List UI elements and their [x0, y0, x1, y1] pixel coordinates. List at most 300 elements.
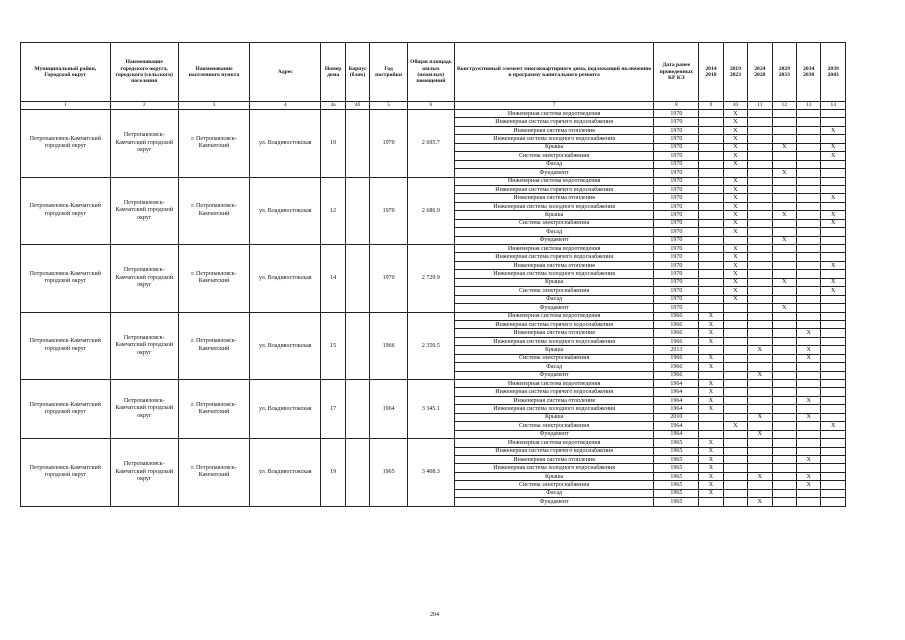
period-mark-cell: [772, 439, 796, 447]
header-district: Муниципальный район, Городской округ: [21, 43, 111, 102]
period-mark-cell: [748, 304, 772, 312]
prev-repair-date-cell: 1964: [654, 380, 699, 388]
prev-repair-date-cell: 1965: [654, 447, 699, 455]
period-mark-cell: [772, 160, 796, 168]
element-name-cell: Инженерная система отопления: [454, 126, 654, 134]
period-mark-cell: X: [821, 126, 846, 134]
period-mark-cell: [699, 169, 723, 177]
period-mark-cell: X: [723, 211, 747, 219]
element-name-cell: Крыша: [454, 346, 654, 354]
period-mark-cell: [821, 160, 846, 168]
period-mark-cell: [699, 228, 723, 236]
element-name-cell: Инженерная система отопления: [454, 455, 654, 463]
period-mark-cell: X: [699, 396, 723, 404]
prev-repair-date-cell: 1970: [654, 287, 699, 295]
period-mark-cell: X: [723, 185, 747, 193]
period-mark-cell: [772, 185, 796, 193]
prev-repair-date-cell: 1965: [654, 498, 699, 506]
prev-repair-date-cell: 1970: [654, 202, 699, 210]
period-mark-cell: [821, 430, 846, 438]
area-cell: 2 350.5: [407, 312, 454, 380]
period-mark-cell: X: [772, 278, 796, 286]
period-mark-cell: [821, 413, 846, 421]
period-mark-cell: X: [821, 211, 846, 219]
period-mark-cell: X: [772, 211, 796, 219]
area-cell: 2 729.9: [407, 245, 454, 313]
prev-repair-date-cell: 1970: [654, 304, 699, 312]
period-mark-cell: [772, 219, 796, 227]
period-mark-cell: [821, 312, 846, 320]
block-cell: [345, 245, 369, 313]
period-mark-cell: [821, 228, 846, 236]
period-mark-cell: [821, 177, 846, 185]
block-cell: [345, 439, 369, 507]
period-mark-cell: [699, 202, 723, 210]
element-name-cell: Крыша: [454, 413, 654, 421]
period-mark-cell: [821, 405, 846, 413]
prev-repair-date-cell: 1970: [654, 160, 699, 168]
period-mark-cell: [797, 439, 821, 447]
period-mark-cell: [723, 464, 747, 472]
period-mark-cell: X: [699, 329, 723, 337]
period-mark-cell: [748, 261, 772, 269]
period-mark-cell: X: [821, 194, 846, 202]
element-name-cell: Инженерная система горячего водоснабжения: [454, 253, 654, 261]
prev-repair-date-cell: 1970: [654, 236, 699, 244]
prev-repair-date-cell: 1964: [654, 388, 699, 396]
element-name-cell: Фасад: [454, 295, 654, 303]
prev-repair-date-cell: 1965: [654, 455, 699, 463]
period-mark-cell: [699, 160, 723, 168]
prev-repair-date-cell: 1965: [654, 481, 699, 489]
element-name-cell: Инженерная система холодного водоснабжения: [454, 135, 654, 143]
period-mark-cell: [797, 194, 821, 202]
period-mark-cell: X: [699, 354, 723, 362]
period-mark-cell: [797, 177, 821, 185]
col-number: 10: [723, 102, 747, 110]
district-cell: Петропавловск-Камчатский городской округ: [21, 110, 111, 178]
period-mark-cell: X: [699, 472, 723, 480]
period-mark-cell: [723, 312, 747, 320]
element-name-cell: Инженерная система холодного водоснабжения: [454, 405, 654, 413]
period-mark-cell: [699, 253, 723, 261]
element-name-cell: Инженерная система отопления: [454, 261, 654, 269]
period-mark-cell: [748, 278, 772, 286]
period-mark-cell: [699, 295, 723, 303]
period-mark-cell: [699, 245, 723, 253]
period-mark-cell: X: [699, 388, 723, 396]
period-mark-cell: [797, 320, 821, 328]
header-block: Корпус (блок): [345, 43, 369, 102]
period-mark-cell: [699, 219, 723, 227]
prev-repair-date-cell: 1965: [654, 472, 699, 480]
element-name-cell: Система электроснабжения: [454, 219, 654, 227]
period-mark-cell: [723, 354, 747, 362]
period-mark-cell: [748, 177, 772, 185]
period-mark-cell: [748, 455, 772, 463]
prev-repair-date-cell: 1966: [654, 363, 699, 371]
period-mark-cell: [797, 489, 821, 497]
period-mark-cell: X: [699, 439, 723, 447]
year-built-cell: 1970: [370, 245, 408, 313]
period-mark-cell: X: [772, 169, 796, 177]
period-mark-cell: [723, 304, 747, 312]
period-mark-cell: [772, 261, 796, 269]
locality-cell: г. Петропавловск-Камчатский: [178, 110, 249, 178]
prev-repair-date-cell: 1970: [654, 270, 699, 278]
period-mark-cell: [699, 304, 723, 312]
period-mark-cell: [772, 422, 796, 430]
period-mark-cell: X: [797, 455, 821, 463]
period-mark-cell: [821, 363, 846, 371]
period-mark-cell: [748, 329, 772, 337]
period-mark-cell: [748, 211, 772, 219]
address-cell: ул. Владивостокская: [250, 177, 321, 245]
period-mark-cell: [723, 498, 747, 506]
period-mark-cell: [748, 169, 772, 177]
house-number-cell: 17: [321, 380, 345, 439]
period-mark-cell: [821, 380, 846, 388]
period-mark-cell: [748, 143, 772, 151]
period-mark-cell: [748, 228, 772, 236]
area-cell: 3 345.1: [407, 380, 454, 439]
prev-repair-date-cell: 1965: [654, 439, 699, 447]
house-number-cell: 14: [321, 245, 345, 313]
period-mark-cell: [797, 202, 821, 210]
period-mark-cell: [797, 337, 821, 345]
period-mark-cell: [821, 396, 846, 404]
period-mark-cell: [748, 489, 772, 497]
period-mark-cell: X: [797, 329, 821, 337]
table-row: [21, 380, 846, 388]
period-mark-cell: [748, 236, 772, 244]
prev-repair-date-cell: 1970: [654, 228, 699, 236]
locality-cell: г. Петропавловск-Камчатский: [178, 439, 249, 507]
table-row: [21, 439, 846, 447]
col-number: 2: [110, 102, 178, 110]
period-mark-cell: X: [723, 219, 747, 227]
period-mark-cell: X: [699, 320, 723, 328]
period-mark-cell: [772, 371, 796, 379]
header-prev-date: Дата ранее проведенных КР КЭ: [654, 43, 699, 102]
area-cell: 3 408.3: [407, 439, 454, 507]
period-mark-cell: [748, 110, 772, 118]
element-name-cell: Инженерная система отопления: [454, 194, 654, 202]
period-mark-cell: [797, 135, 821, 143]
year-built-cell: 1966: [370, 312, 408, 380]
prev-repair-date-cell: 2010: [654, 413, 699, 421]
period-mark-cell: X: [797, 354, 821, 362]
period-mark-cell: X: [699, 481, 723, 489]
period-mark-cell: [772, 177, 796, 185]
period-mark-cell: [772, 270, 796, 278]
period-mark-cell: [797, 312, 821, 320]
period-mark-cell: [772, 337, 796, 345]
period-mark-cell: [748, 194, 772, 202]
prev-repair-date-cell: 2013: [654, 346, 699, 354]
district-cell: Петропавловск-Камчатский городской округ: [21, 245, 111, 313]
period-mark-cell: [699, 371, 723, 379]
period-mark-cell: [723, 380, 747, 388]
element-name-cell: Инженерная система горячего водоснабжения: [454, 320, 654, 328]
period-mark-cell: [772, 329, 796, 337]
period-mark-cell: [772, 194, 796, 202]
element-name-cell: Крыша: [454, 472, 654, 480]
col-number: 4а: [321, 102, 345, 110]
prev-repair-date-cell: 1966: [654, 329, 699, 337]
area-cell: 2 695.7: [407, 110, 454, 178]
period-mark-cell: [797, 219, 821, 227]
period-mark-cell: [723, 346, 747, 354]
element-name-cell: Инженерная система холодного водоснабжения: [454, 337, 654, 345]
period-mark-cell: [772, 388, 796, 396]
period-mark-cell: [723, 388, 747, 396]
period-mark-cell: X: [821, 422, 846, 430]
period-mark-cell: [821, 135, 846, 143]
period-mark-cell: [699, 135, 723, 143]
element-name-cell: Фасад: [454, 363, 654, 371]
element-name-cell: Инженерная система водоотведения: [454, 110, 654, 118]
district-cell: Петропавловск-Камчатский городской округ: [21, 380, 111, 439]
header-period-6: 2039 2043: [821, 43, 846, 102]
settlement-cell: Петропавловск-Камчатский городской округ: [110, 312, 178, 380]
period-mark-cell: [821, 110, 846, 118]
period-mark-cell: [723, 489, 747, 497]
period-mark-cell: [821, 337, 846, 345]
period-mark-cell: X: [821, 152, 846, 160]
period-mark-cell: [748, 202, 772, 210]
period-mark-cell: [821, 329, 846, 337]
period-mark-cell: [748, 219, 772, 227]
period-mark-cell: [821, 472, 846, 480]
header-year: Год постройки: [370, 43, 408, 102]
period-mark-cell: [699, 413, 723, 421]
prev-repair-date-cell: 1965: [654, 464, 699, 472]
period-mark-cell: X: [723, 287, 747, 295]
prev-repair-date-cell: 1966: [654, 320, 699, 328]
period-mark-cell: [723, 396, 747, 404]
period-mark-cell: [748, 464, 772, 472]
settlement-cell: Петропавловск-Камчатский городской округ: [110, 245, 178, 313]
header-period-5: 2034 2038: [797, 43, 821, 102]
period-mark-cell: [723, 439, 747, 447]
period-mark-cell: [723, 363, 747, 371]
period-mark-cell: [772, 472, 796, 480]
period-mark-cell: [797, 143, 821, 151]
header-row: [21, 43, 846, 102]
table-row: [21, 312, 846, 320]
col-number: 12: [772, 102, 796, 110]
period-mark-cell: [699, 143, 723, 151]
prev-repair-date-cell: 1970: [654, 143, 699, 151]
period-mark-cell: [772, 312, 796, 320]
house-number-cell: 10: [321, 110, 345, 178]
house-number-cell: 15: [321, 312, 345, 380]
prev-repair-date-cell: 1970: [654, 194, 699, 202]
header-period-2: 2019 2023: [723, 43, 747, 102]
prev-repair-date-cell: 1970: [654, 219, 699, 227]
element-name-cell: Фундамент: [454, 169, 654, 177]
prev-repair-date-cell: 1970: [654, 169, 699, 177]
element-name-cell: Фундамент: [454, 371, 654, 379]
prev-repair-date-cell: 1970: [654, 185, 699, 193]
period-mark-cell: [797, 464, 821, 472]
period-mark-cell: [797, 110, 821, 118]
period-mark-cell: [797, 261, 821, 269]
element-name-cell: Инженерная система горячего водоснабжения: [454, 185, 654, 193]
period-mark-cell: [748, 135, 772, 143]
period-mark-cell: [772, 430, 796, 438]
header-house: Номер дома: [321, 43, 345, 102]
period-mark-cell: [821, 371, 846, 379]
period-mark-cell: [797, 185, 821, 193]
locality-cell: г. Петропавловск-Камчатский: [178, 177, 249, 245]
period-mark-cell: [748, 320, 772, 328]
element-name-cell: Фундамент: [454, 498, 654, 506]
prev-repair-date-cell: 1970: [654, 261, 699, 269]
header-period-1: 2014 2018: [699, 43, 723, 102]
prev-repair-date-cell: 1965: [654, 489, 699, 497]
period-mark-cell: [797, 126, 821, 134]
block-cell: [345, 110, 369, 178]
period-mark-cell: X: [699, 455, 723, 463]
col-number: 9: [699, 102, 723, 110]
period-mark-cell: [821, 118, 846, 126]
address-cell: ул. Владивостокская: [250, 380, 321, 439]
area-cell: 2 686.9: [407, 177, 454, 245]
period-mark-cell: [723, 455, 747, 463]
period-mark-cell: [748, 439, 772, 447]
period-mark-cell: [748, 160, 772, 168]
address-cell: ул. Владивостокская: [250, 439, 321, 507]
column-number-row: [21, 102, 846, 110]
element-name-cell: Инженерная система холодного водоснабжения: [454, 202, 654, 210]
period-mark-cell: [821, 304, 846, 312]
period-mark-cell: [772, 126, 796, 134]
period-mark-cell: [797, 160, 821, 168]
period-mark-cell: [748, 253, 772, 261]
period-mark-cell: X: [723, 422, 747, 430]
period-mark-cell: [723, 413, 747, 421]
period-mark-cell: [772, 481, 796, 489]
prev-repair-date-cell: 1966: [654, 337, 699, 345]
period-mark-cell: [723, 169, 747, 177]
period-mark-cell: [797, 278, 821, 286]
period-mark-cell: X: [723, 245, 747, 253]
period-mark-cell: [772, 245, 796, 253]
period-mark-cell: [748, 185, 772, 193]
period-mark-cell: X: [723, 177, 747, 185]
element-name-cell: Инженерная система водоотведения: [454, 380, 654, 388]
period-mark-cell: X: [723, 118, 747, 126]
period-mark-cell: [772, 295, 796, 303]
period-mark-cell: [797, 245, 821, 253]
header-area: Общая площадь жилых (нежилых) помещений: [407, 43, 454, 102]
element-name-cell: Инженерная система водоотведения: [454, 245, 654, 253]
period-mark-cell: [748, 337, 772, 345]
element-name-cell: Фундамент: [454, 304, 654, 312]
house-number-cell: 12: [321, 177, 345, 245]
prev-repair-date-cell: 1966: [654, 354, 699, 362]
period-mark-cell: [748, 447, 772, 455]
period-mark-cell: X: [723, 126, 747, 134]
period-mark-cell: [797, 169, 821, 177]
col-number: 3: [178, 102, 249, 110]
period-mark-cell: [797, 498, 821, 506]
period-mark-cell: [797, 447, 821, 455]
district-cell: Петропавловск-Камчатский городской округ: [21, 177, 111, 245]
period-mark-cell: [772, 135, 796, 143]
header-locality: Наименование населенного пункта: [178, 43, 249, 102]
period-mark-cell: [821, 489, 846, 497]
period-mark-cell: [797, 228, 821, 236]
period-mark-cell: [772, 118, 796, 126]
prev-repair-date-cell: 1966: [654, 371, 699, 379]
element-name-cell: Крыша: [454, 143, 654, 151]
period-mark-cell: [797, 118, 821, 126]
period-mark-cell: [772, 363, 796, 371]
period-mark-cell: [821, 169, 846, 177]
period-mark-cell: X: [723, 261, 747, 269]
period-mark-cell: [821, 354, 846, 362]
period-mark-cell: X: [797, 481, 821, 489]
period-mark-cell: X: [797, 396, 821, 404]
period-mark-cell: [797, 430, 821, 438]
period-mark-cell: [772, 413, 796, 421]
period-mark-cell: [821, 481, 846, 489]
period-mark-cell: [699, 261, 723, 269]
period-mark-cell: [723, 405, 747, 413]
period-mark-cell: [723, 236, 747, 244]
col-number: 8: [654, 102, 699, 110]
header-period-3: 2024 2028: [748, 43, 772, 102]
period-mark-cell: [772, 489, 796, 497]
period-mark-cell: [748, 152, 772, 160]
period-mark-cell: X: [748, 371, 772, 379]
house-number-cell: 19: [321, 439, 345, 507]
period-mark-cell: X: [723, 160, 747, 168]
period-mark-cell: [748, 270, 772, 278]
period-mark-cell: X: [748, 346, 772, 354]
header-address: Адрес: [250, 43, 321, 102]
period-mark-cell: [723, 447, 747, 455]
period-mark-cell: [748, 380, 772, 388]
period-mark-cell: [797, 270, 821, 278]
period-mark-cell: X: [723, 253, 747, 261]
period-mark-cell: [772, 287, 796, 295]
element-name-cell: Фасад: [454, 160, 654, 168]
element-name-cell: Инженерная система отопления: [454, 396, 654, 404]
period-mark-cell: [723, 472, 747, 480]
period-mark-cell: [748, 354, 772, 362]
period-mark-cell: X: [699, 464, 723, 472]
col-number: 4: [250, 102, 321, 110]
period-mark-cell: X: [748, 498, 772, 506]
period-mark-cell: [699, 177, 723, 185]
period-mark-cell: [748, 126, 772, 134]
element-name-cell: Фундамент: [454, 430, 654, 438]
period-mark-cell: X: [723, 228, 747, 236]
col-number: 7: [454, 102, 654, 110]
element-name-cell: Инженерная система холодного водоснабжения: [454, 464, 654, 472]
prev-repair-date-cell: 1970: [654, 295, 699, 303]
period-mark-cell: [821, 464, 846, 472]
period-mark-cell: [797, 152, 821, 160]
element-name-cell: Инженерная система водоотведения: [454, 312, 654, 320]
period-mark-cell: [821, 185, 846, 193]
prev-repair-date-cell: 1970: [654, 211, 699, 219]
period-mark-cell: [797, 363, 821, 371]
